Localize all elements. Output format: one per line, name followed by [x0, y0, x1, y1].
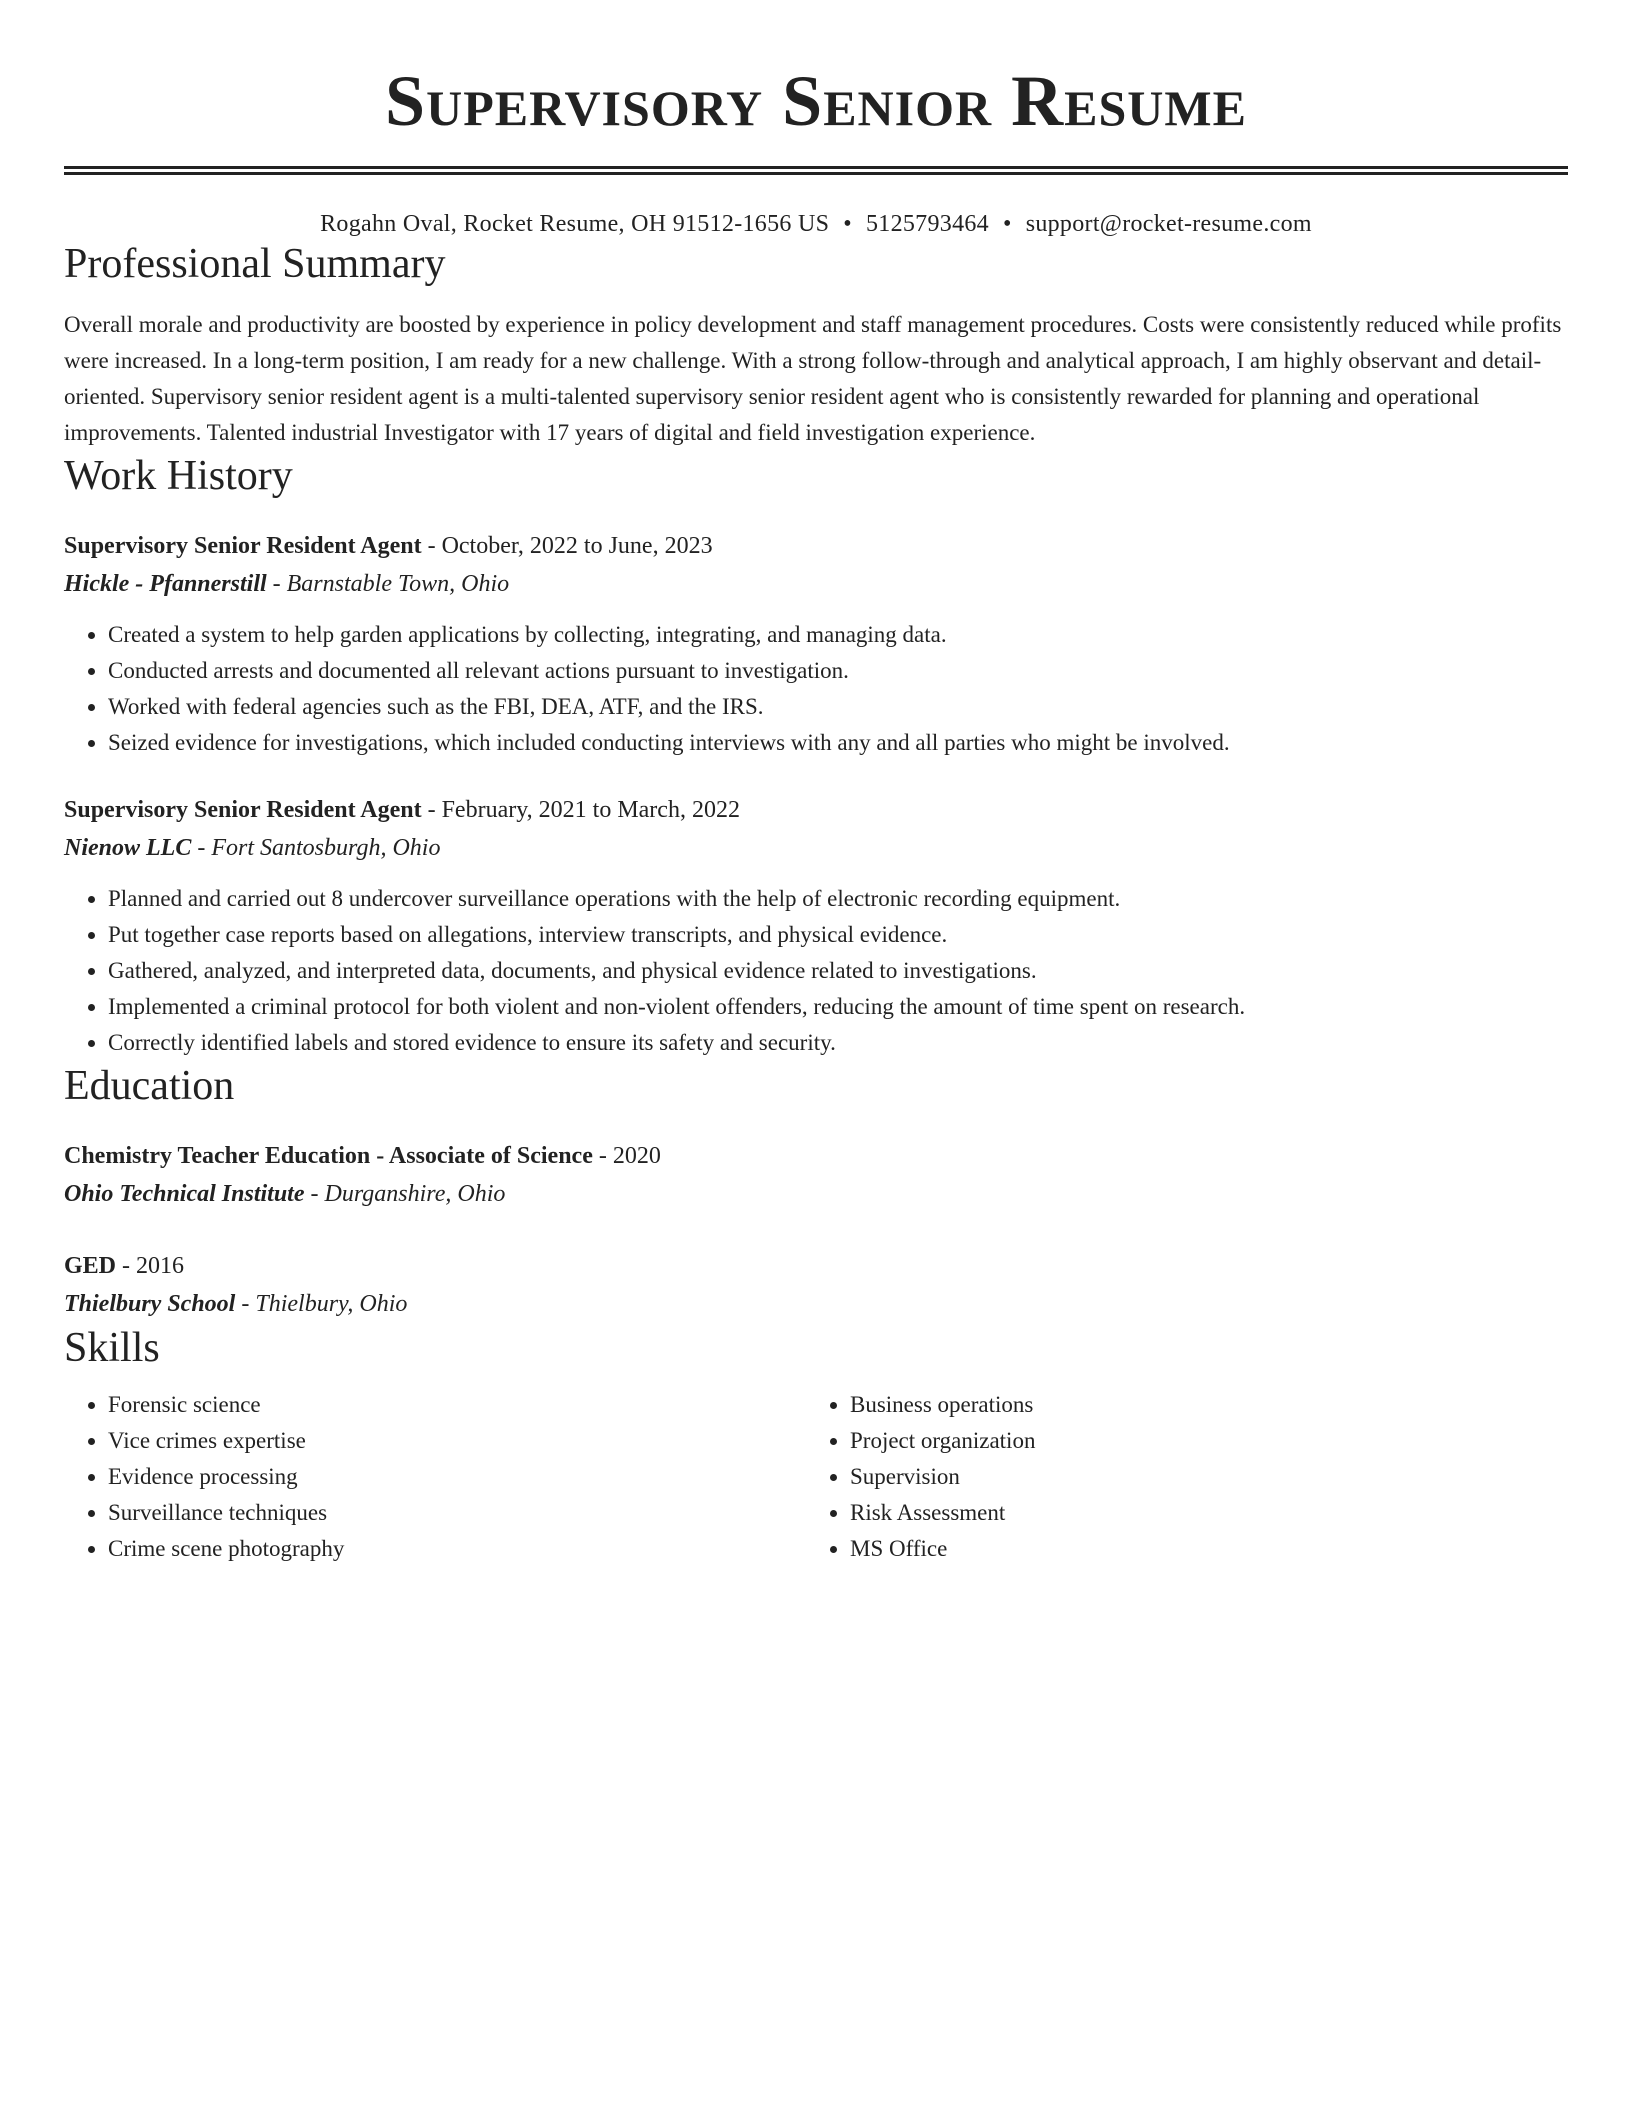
- skill-item: • Vice crimes expertise: [108, 1423, 806, 1459]
- job-entry: [64, 791, 1568, 1061]
- skills-grid: [64, 1387, 1568, 1567]
- education-year: - 2016: [116, 1253, 185, 1279]
- job-duty: • Planned and carried out 8 undercover surveillance operations with the help of electronic recording equipment.: [108, 881, 1568, 917]
- job-dates: - February, 2021 to March, 2022: [421, 797, 740, 823]
- job-duty: • Seized evidence for investigations, which included conducting interviews with any and all parties who might be involved.: [108, 725, 1568, 761]
- skill-item: • Evidence processing: [108, 1459, 806, 1495]
- skill-item: • Risk Assessment: [850, 1495, 1548, 1531]
- education-year: - 2020: [592, 1143, 661, 1169]
- education-entry: [64, 1137, 1568, 1213]
- education-school: Ohio Technical Institute: [64, 1181, 305, 1207]
- contact-separator: •: [1002, 211, 1012, 237]
- education-location: - Durganshire, Ohio: [304, 1181, 506, 1207]
- skills-column-right: [806, 1387, 1548, 1567]
- job-entry: [64, 527, 1568, 761]
- job-employer: [64, 565, 1568, 603]
- job-title: Supervisory Senior Resident Agent: [64, 533, 422, 559]
- skill-item: • Forensic science: [108, 1387, 806, 1423]
- job-duty: • Implemented a criminal protocol for both violent and non-violent offenders, reducing the amount of time spent on research.: [108, 989, 1568, 1025]
- skill-item: • Business operations: [850, 1387, 1548, 1423]
- work-history-heading: Work History: [64, 453, 293, 499]
- job-dates: - October, 2022 to June, 2023: [421, 533, 713, 559]
- job-duty: • Created a system to help garden applications by collecting, integrating, and managing data.: [108, 617, 1568, 653]
- job-duties-list: [64, 617, 1568, 761]
- education-degree: Chemistry Teacher Education - Associate of Science: [64, 1143, 593, 1169]
- contact-separator: •: [843, 211, 852, 237]
- job-header: [64, 527, 1568, 565]
- education-location: - Thielbury, Ohio: [235, 1291, 408, 1317]
- education-institution: [64, 1285, 1568, 1323]
- job-duty: • Gathered, analyzed, and interpreted data, documents, and physical evidence related to investigations.: [108, 953, 1568, 989]
- skills-column-left: [64, 1387, 806, 1567]
- contact-phone: 5125793464: [865, 211, 989, 237]
- summary-text: Overall morale and productivity are boosted by experience in policy development and staff management procedures. Costs were consistently reduced while profits were increased. In a long-term position, I am ready for a new challenge. With a strong follow-through and analytical approach, I am highly observant and detail-oriented. Supervisory senior resident agent is a multi-talented supervisory senior resident agent who is consistently rewarded for planning and operational improvements. Talented industrial Investigator with 17 years of digital and field investigation experience.: [64, 312, 1562, 445]
- contact-email: support@rocket-resume.com: [1025, 211, 1312, 237]
- job-duty: • Conducted arrests and documented all relevant actions pursuant to investigation.: [108, 653, 1568, 689]
- job-duty: • Worked with federal agencies such as the FBI, DEA, ATF, and the IRS.: [108, 689, 1568, 725]
- title-divider: [64, 166, 1568, 175]
- resume-title: Supervisory Senior Resume: [385, 61, 1247, 141]
- skills-heading: Skills: [64, 1325, 160, 1371]
- job-location: - Barnstable Town, Ohio: [266, 571, 510, 597]
- job-duties-list: [64, 881, 1568, 1061]
- job-header: [64, 791, 1568, 829]
- skill-item: • Project organization: [850, 1423, 1548, 1459]
- education-header: [64, 1247, 1568, 1285]
- summary-heading: Professional Summary: [64, 241, 446, 287]
- skill-item: • MS Office: [850, 1531, 1548, 1567]
- education-degree: GED: [64, 1253, 117, 1279]
- education-institution: [64, 1175, 1568, 1213]
- education-school: Thielbury School: [64, 1291, 236, 1317]
- resume-page: [64, 0, 1568, 1567]
- education-heading: Education: [64, 1063, 235, 1109]
- contact-address: Rogahn Oval, Rocket Resume, OH 91512-1656 US: [320, 211, 830, 237]
- job-employer: [64, 829, 1568, 867]
- job-duty: • Correctly identified labels and stored evidence to ensure its safety and security.: [108, 1025, 1568, 1061]
- job-company: Hickle - Pfannerstill: [64, 571, 267, 597]
- skill-item: • Crime scene photography: [108, 1531, 806, 1567]
- education-header: [64, 1137, 1568, 1175]
- skill-item: • Supervision: [850, 1459, 1548, 1495]
- education-entry: [64, 1247, 1568, 1323]
- contact-line: [64, 209, 1568, 239]
- job-location: - Fort Santosburgh, Ohio: [191, 835, 441, 861]
- skill-item: • Surveillance techniques: [108, 1495, 806, 1531]
- job-duty: • Put together case reports based on allegations, interview transcripts, and physical evidence.: [108, 917, 1568, 953]
- job-title: Supervisory Senior Resident Agent: [64, 797, 422, 823]
- job-company: Nienow LLC: [64, 835, 192, 861]
